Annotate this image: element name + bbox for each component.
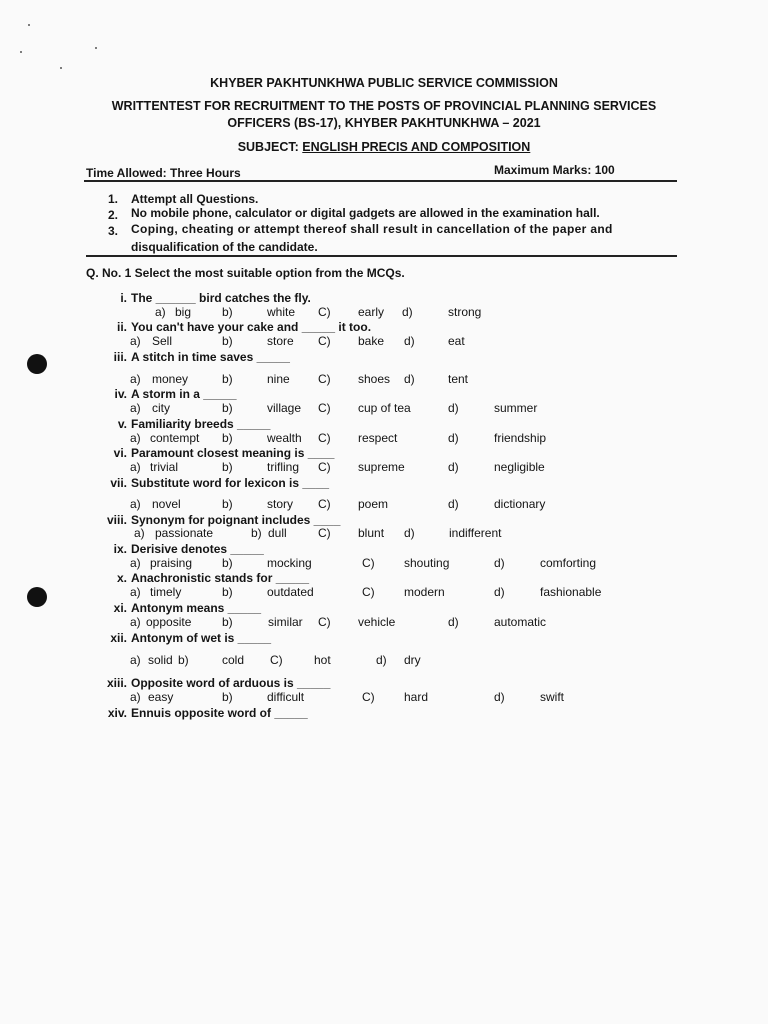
test-title-line1: WRITTENTEST FOR RECRUITMENT TO THE POSTS OF PROVINCIAL PLANNING SERVICES [111,99,657,113]
scan-speck [20,51,22,53]
question-text: A storm in a _____ [131,387,237,401]
instruction-text: No mobile phone, calculator or digital gadgets are allowed in the examination hall. [131,206,600,220]
option-text: trivial [150,460,179,474]
option-text: passionate [155,526,214,540]
option-text: tent [448,372,469,386]
question-number: vii. [110,476,127,490]
question-text: Antonym means _____ [131,601,262,615]
option-label: d) [494,556,505,570]
option-label: d) [494,585,505,599]
subject-line [0,140,768,154]
option-label: a) [130,372,141,386]
option-text: similar [268,615,303,629]
option-label: b) [222,431,233,445]
instructions-rule [86,255,677,257]
option-text: strong [448,305,482,319]
option-text: cup of tea [358,401,411,415]
option-label: b) [222,334,233,348]
option-label: a) [130,690,141,704]
option-label: C) [362,585,375,599]
question-number: viii. [106,513,127,527]
option-text: hot [314,653,331,667]
punch-hole [27,587,47,607]
question-text: Opposite word of arduous is _____ [131,676,331,690]
option-text: poem [358,497,389,511]
instruction-number: 3. [108,224,119,238]
instruction-text: Attempt all Questions. [131,192,259,206]
question-number: xii. [110,631,127,645]
option-label: C) [270,653,283,667]
question-1-title: Q. No. 1 Select the most suitable option from the MCQs. [86,266,405,280]
punch-hole [27,354,47,374]
option-label: a) [155,305,166,319]
option-label: b) [222,460,233,474]
question-number: xi. [113,601,127,615]
scan-speck [28,24,30,26]
question-text: Familiarity breeds _____ [131,417,271,431]
option-text: store [267,334,294,348]
option-text: novel [152,497,181,511]
option-text: money [152,372,189,386]
option-label: a) [130,460,141,474]
option-label: d) [404,334,415,348]
option-text: nine [267,372,290,386]
subject-label: SUBJECT: [237,140,303,154]
option-text: shoes [358,372,391,386]
option-text: praising [150,556,193,570]
option-label: b) [178,653,189,667]
option-text: indifferent [449,526,502,540]
option-label: b) [222,690,233,704]
option-label: d) [448,401,459,415]
option-label: d) [376,653,387,667]
option-label: C) [362,690,375,704]
option-text: automatic [494,615,547,629]
question-text: A stitch in time saves _____ [131,350,290,364]
option-label: C) [318,460,331,474]
option-text: solid [148,653,173,667]
question-text: You can't have your cake and _____ it too. [131,320,372,334]
option-text: mocking [267,556,312,570]
question-text: The ______ bird catches the fly. [131,291,311,305]
option-text: comforting [540,556,597,570]
option-label: a) [134,526,145,540]
option-text: wealth [267,431,302,445]
option-label: a) [130,653,141,667]
header-rule [84,180,677,182]
question-text: Antonym of wet is _____ [131,631,272,645]
option-label: d) [448,431,459,445]
option-text: hard [404,690,429,704]
option-label: b) [222,401,233,415]
option-label: a) [130,334,141,348]
instruction-text: Coping, cheating or attempt thereof shall result in cancellation of the paper and [131,222,613,236]
option-label: a) [130,497,141,511]
question-number: ii. [116,320,127,334]
option-label: a) [130,585,141,599]
option-label: b) [222,305,233,319]
option-label: a) [130,615,141,629]
question-text: Paramount closest meaning is ____ [131,446,335,460]
option-label: C) [318,305,331,319]
option-text: white [267,305,296,319]
question-number: x. [116,571,127,585]
question-number: v. [117,417,127,431]
option-label: b) [222,556,233,570]
option-text: difficult [267,690,305,704]
option-text: cold [222,653,245,667]
option-label: d) [404,372,415,386]
option-label: b) [222,497,233,511]
test-title-line2: OFFICERS (BS-17), KHYBER PAKHTUNKHWA – 2021 [227,116,541,130]
option-text: friendship [494,431,547,445]
option-text: contempt [150,431,200,445]
option-label: C) [318,401,331,415]
question-text: Anachronistic stands for _____ [131,571,310,585]
option-label: C) [318,615,331,629]
question-number: xiv. [107,706,127,720]
option-text: timely [150,585,182,599]
option-label: C) [318,526,331,540]
option-text: fashionable [540,585,602,599]
option-label: b) [251,526,262,540]
question-text: Ennuis opposite word of _____ [131,706,308,720]
option-label: b) [222,615,233,629]
option-label: a) [130,556,141,570]
option-label: d) [448,497,459,511]
question-number: ix. [113,542,127,556]
option-text: eat [448,334,465,348]
option-label: C) [318,431,331,445]
option-label: d) [494,690,505,704]
question-number: vi. [113,446,127,460]
option-text: dictionary [494,497,546,511]
option-label: b) [222,372,233,386]
option-text: summer [494,401,538,415]
option-label: C) [318,497,331,511]
subject-value: ENGLISH PRECIS AND COMPOSITION [302,140,531,154]
option-text: village [267,401,302,415]
option-text: vehicle [358,615,396,629]
option-text: outdated [267,585,314,599]
option-label: C) [318,372,331,386]
option-label: b) [222,585,233,599]
option-text: city [152,401,170,415]
instruction-number: 2. [108,208,119,222]
option-text: shouting [404,556,450,570]
question-number: i. [120,291,127,305]
option-text: early [358,305,385,319]
option-label: d) [448,615,459,629]
commission-title: KHYBER PAKHTUNKHWA PUBLIC SERVICE COMMISSION [210,76,558,90]
option-text: easy [148,690,174,704]
option-text: dull [268,526,287,540]
option-text: big [175,305,192,319]
question-text: Substitute word for lexicon is ____ [131,476,330,490]
option-text: respect [358,431,398,445]
option-text: dry [404,653,421,667]
option-text: blunt [358,526,385,540]
question-number: iv. [114,387,127,401]
maximum-marks: Maximum Marks: 100 [494,163,615,177]
option-label: C) [318,334,331,348]
time-allowed: Time Allowed: Three Hours [86,166,241,180]
option-label: a) [130,431,141,445]
scan-speck [60,67,62,69]
question-number: xiii. [106,676,127,690]
option-text: opposite [146,615,192,629]
option-text: story [267,497,294,511]
option-text: supreme [358,460,405,474]
question-text: Synonym for poignant includes ____ [131,513,341,527]
option-text: modern [404,585,445,599]
option-text: trifling [267,460,300,474]
option-text: Sell [152,334,173,348]
option-text: negligible [494,460,545,474]
option-label: a) [130,401,141,415]
option-label: C) [362,556,375,570]
scan-speck [95,47,97,49]
option-label: d) [402,305,413,319]
question-number: iii. [113,350,127,364]
option-label: d) [404,526,415,540]
instruction-number: 1. [108,192,119,206]
option-text: bake [358,334,385,348]
option-label: d) [448,460,459,474]
question-text: Derisive denotes _____ [131,542,264,556]
instruction-text-continued: disqualification of the candidate. [131,240,318,254]
option-text: swift [540,690,564,704]
